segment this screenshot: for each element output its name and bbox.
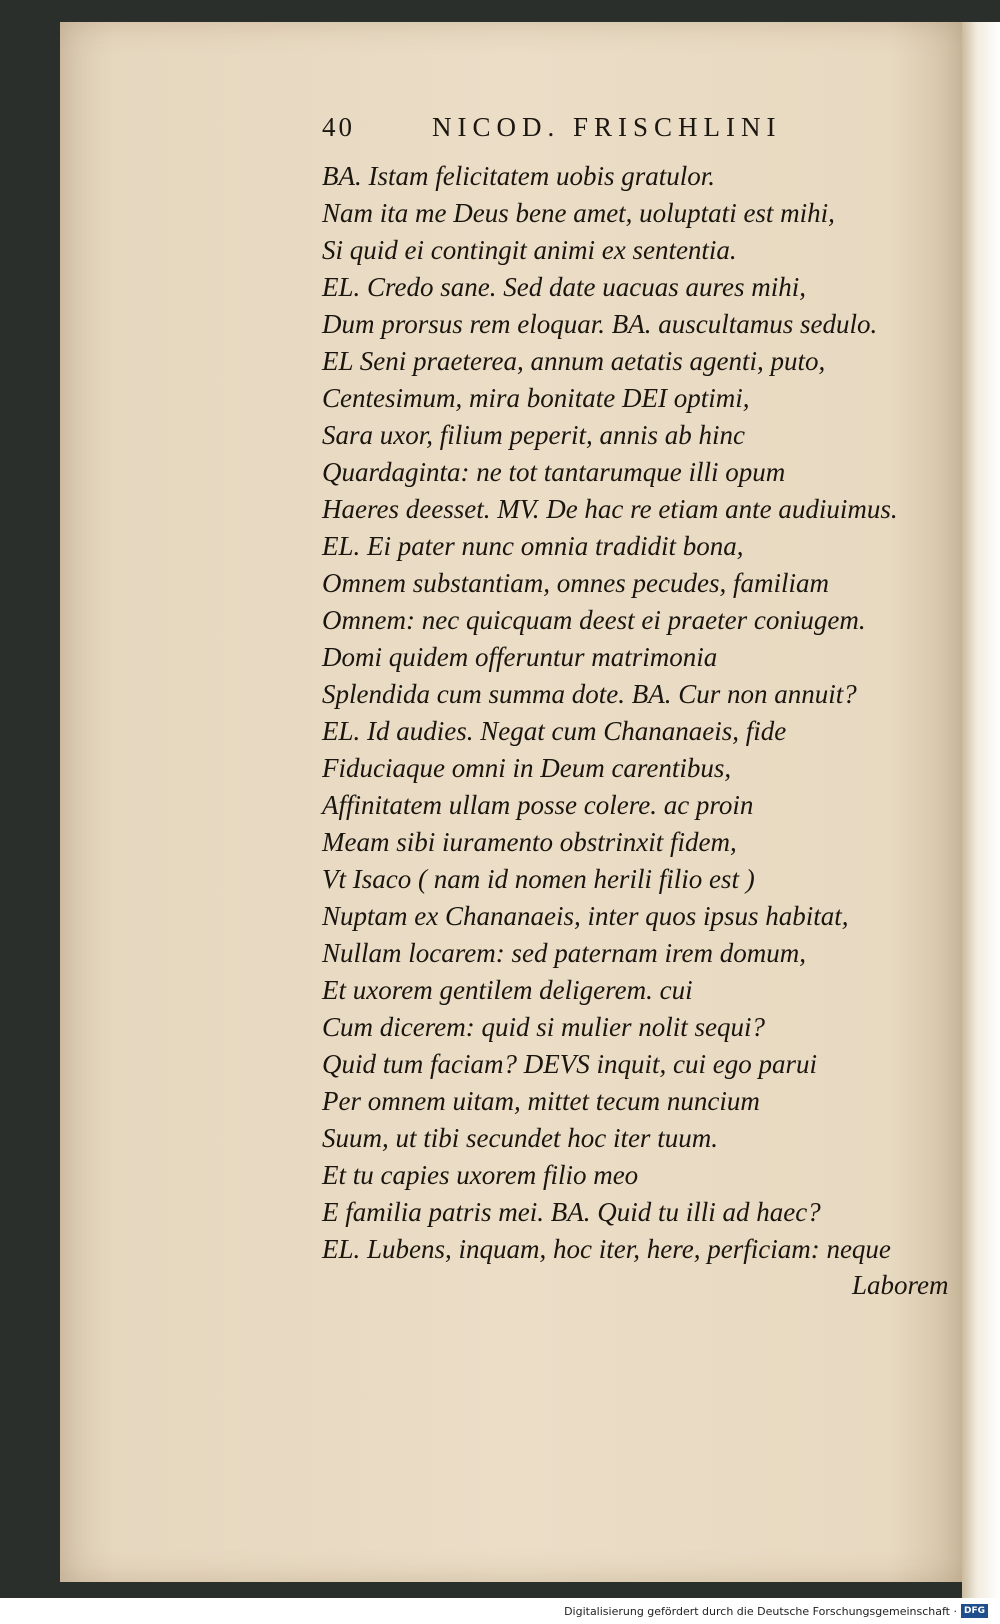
page-header (322, 112, 882, 152)
dfg-logo: DFG (961, 1604, 988, 1618)
verse-line: Fiduciaque omni in Deum carentibus, (322, 753, 732, 783)
verse-line: Dum prorsus rem eloquar. BA. auscultamus sedulo. (322, 309, 878, 339)
footer-strip (0, 1598, 1000, 1624)
verse-line: Quardaginta: ne tot tantarumque illi opum (322, 457, 786, 487)
verse-text (322, 158, 962, 1268)
verse-line: Si quid ei contingit animi ex sententia. (322, 235, 737, 265)
verse-line: Nullam locarem: sed paternam irem domum, (322, 938, 806, 968)
running-title: NICOD. FRISCHLINI (432, 112, 782, 142)
verse-line: Centesimum, mira bonitate DEI optimi, (322, 383, 750, 413)
verse-line: Nuptam ex Chananaeis, inter quos ipsus habitat, (322, 901, 849, 931)
verse-line: Suum, ut tibi secundet hoc iter tuum. (322, 1123, 718, 1153)
verse-line: Domi quidem offeruntur matrimonia (322, 642, 718, 672)
verse-line: Splendida cum summa dote. BA. Cur non annuit? (322, 679, 857, 709)
verse-line: Per omnem uitam, mittet tecum nuncium (322, 1086, 760, 1116)
verse-line: BA. Istam felicitatem uobis gratulor. (322, 161, 715, 191)
verse-line: EL Seni praeterea, annum aetatis agenti, puto, (322, 346, 826, 376)
page-edge (962, 22, 1000, 1598)
verse-line: Nam ita me Deus bene amet, uoluptati est mihi, (322, 198, 835, 228)
verse-line: E familia patris mei. BA. Quid tu illi ad haec? (322, 1197, 821, 1227)
verse-line: Et tu capies uxorem filio meo (322, 1160, 639, 1190)
verse-line: Vt Isaco ( nam id nomen herili filio est ) (322, 864, 755, 894)
page-number: 40 (322, 112, 355, 142)
verse-line: Quid tum faciam? DEVS inquit, cui ego parui (322, 1049, 817, 1079)
verse-line: Haeres deesset. MV. De hac re etiam ante audiuimus. (322, 494, 898, 524)
funding-credit (564, 1601, 988, 1621)
verse-line: Omnem substantiam, omnes pecudes, familiam (322, 568, 829, 598)
verse-line: EL. Ei pater nunc omnia tradidit bona, (322, 531, 744, 561)
funding-credit-text: Digitalisierung gefördert durch die Deutsche Forschungsgemeinschaft · (564, 1604, 957, 1618)
verse-line: EL. Id audies. Negat cum Chananaeis, fide (322, 716, 787, 746)
verse-line: EL. Lubens, inquam, hoc iter, here, perficiam: neque (322, 1234, 891, 1264)
verse-line: Et uxorem gentilem deligerem. cui (322, 975, 693, 1005)
verse-line: Sara uxor, filium peperit, annis ab hinc (322, 420, 745, 450)
catchword: Laborem (852, 1270, 949, 1300)
verse-line: Affinitatem ullam posse colere. ac proin (322, 790, 754, 820)
verse-line: Omnem: nec quicquam deest ei praeter coniugem. (322, 605, 866, 635)
verse-line: EL. Credo sane. Sed date uacuas aures mihi, (322, 272, 806, 302)
verse-line: Meam sibi iuramento obstrinxit fidem, (322, 827, 737, 857)
verse-line: Cum dicerem: quid si mulier nolit sequi? (322, 1012, 765, 1042)
